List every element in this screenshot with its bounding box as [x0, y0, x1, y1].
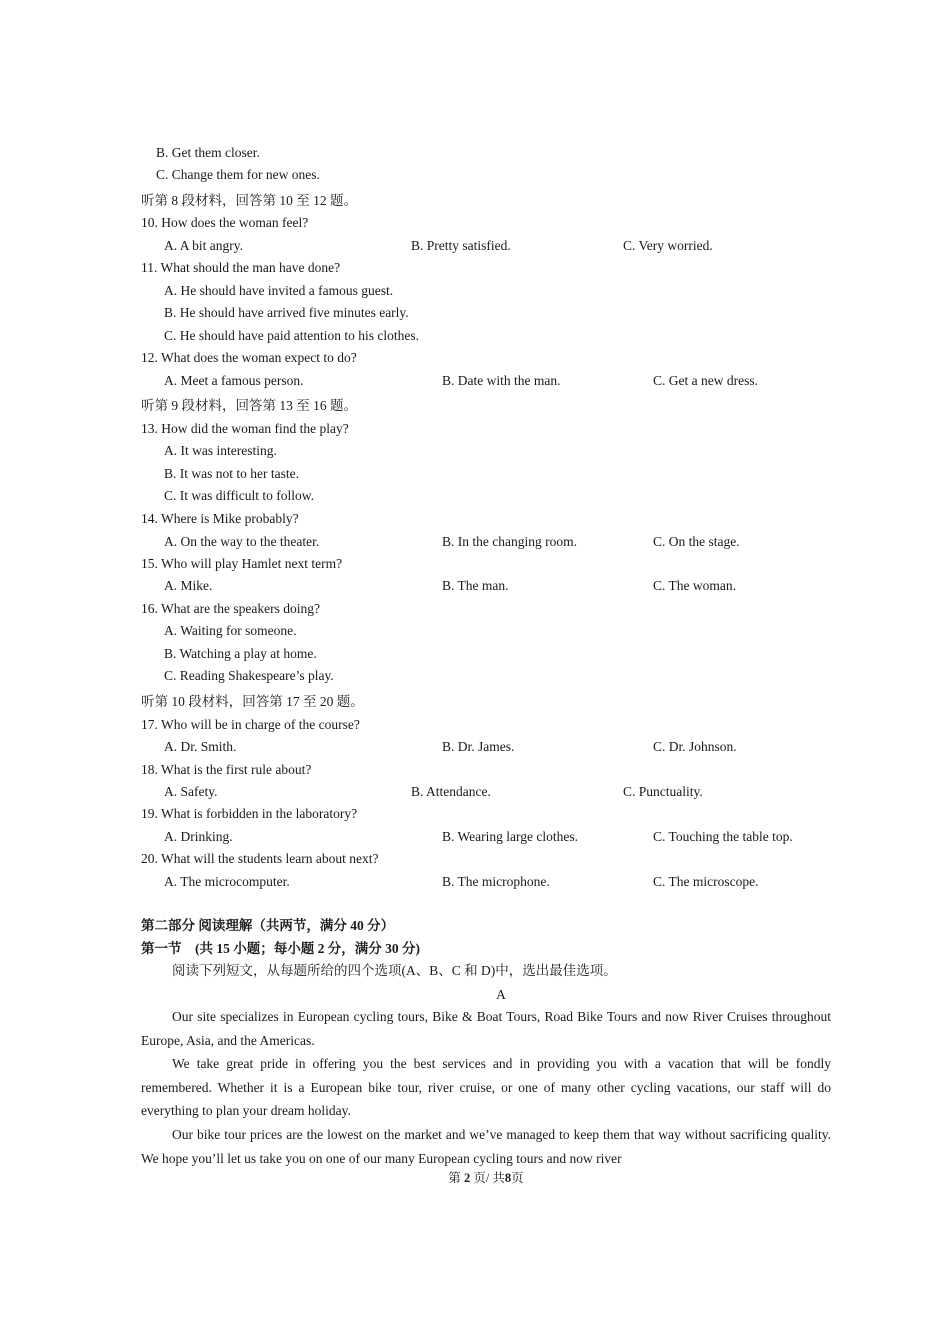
option-b: B. Get them closer.: [156, 145, 260, 160]
option-b: B. Attendance.: [411, 784, 491, 799]
option-b: B. Wearing large clothes.: [442, 829, 579, 844]
option-b: B. The microphone.: [442, 874, 550, 889]
section-heading: 听第 10 段材料，回答第 17 至 20 题。: [141, 694, 364, 709]
option-b: B. The man.: [442, 578, 509, 593]
instruction-text: 阅读下列短文，从每题所给的四个选项(A、B、C 和 D)中，选出最佳选项。: [172, 963, 617, 978]
footer-pre: 第: [448, 1171, 464, 1185]
paragraph-text: Our site specializes in European cycling tours, Bike & Boat Tours, Road Bike Tours and now River Cruises throughout Europe, Asia, and the Americas.: [141, 1009, 831, 1048]
option-a: A. On the way to the theater.: [164, 534, 320, 549]
option-a: A. Safety.: [164, 784, 218, 799]
paragraph-text: Our bike tour prices are the lowest on the market and we’ve managed to keep them that way without sacrificing quality. We hope you’ll let us take you on one of our many European cycling tours and now river: [141, 1127, 831, 1166]
option-a: A. Waiting for someone.: [164, 623, 297, 638]
option-b: B. Watching a play at home.: [164, 646, 317, 661]
question: 10. How does the woman feel?: [141, 215, 309, 230]
option-b: B. It was not to her taste.: [164, 466, 299, 481]
section-heading: 第一节 (共 15 小题；每小题 2 分，满分 30 分): [141, 941, 420, 956]
option-a: A. Dr. Smith.: [164, 739, 237, 754]
footer-mid: 页/ 共: [470, 1171, 505, 1185]
option-b: B. He should have arrived five minutes early.: [164, 305, 409, 320]
option-a: A. Drinking.: [164, 829, 233, 844]
passage-paragraph: [141, 1052, 831, 1123]
option-b: B. Pretty satisfied.: [411, 238, 511, 253]
page-number: 2: [463, 1171, 471, 1185]
option-a: A. It was interesting.: [164, 443, 277, 458]
option-c: C. He should have paid attention to his clothes.: [164, 328, 419, 343]
option-a: A. Mike.: [164, 578, 213, 593]
option-c: C. Punctuality.: [623, 784, 703, 799]
question: 20. What will the students learn about next?: [141, 851, 379, 866]
question: 18. What is the first rule about?: [141, 762, 312, 777]
paragraph-text: We take great pride in offering you the best services and in providing you with a vacation that will be fondly remembered. Whether it is a European bike tour, river cruise, or one of many other cycling vacations, our staff will do everything to plan your dream holiday.: [141, 1056, 831, 1118]
option-b: B. Dr. James.: [442, 739, 515, 754]
option-c: C. Reading Shakespeare’s play.: [164, 668, 334, 683]
option-c: C. Very worried.: [623, 238, 713, 253]
question: 13. How did the woman find the play?: [141, 421, 349, 436]
option-c: C. Dr. Johnson.: [653, 739, 737, 754]
section-heading: 听第 9 段材料，回答第 13 至 16 题。: [141, 398, 357, 413]
footer-post: 页: [511, 1171, 524, 1185]
question: 16. What are the speakers doing?: [141, 601, 320, 616]
option-c: C. It was difficult to follow.: [164, 488, 314, 503]
option-a: A. He should have invited a famous guest.: [164, 283, 394, 298]
option-c: C. The woman.: [653, 578, 736, 593]
passage-paragraph: [141, 1123, 831, 1170]
question: 15. Who will play Hamlet next term?: [141, 556, 343, 571]
part-heading: 第二部分 阅读理解（共两节，满分 40 分）: [141, 918, 395, 933]
question: 17. Who will be in charge of the course?: [141, 717, 360, 732]
option-a: A. Meet a famous person.: [164, 373, 304, 388]
option-c: C. Get a new dress.: [653, 373, 758, 388]
passage-label: A: [496, 987, 506, 1002]
passage-paragraph: [141, 1005, 831, 1052]
question: 19. What is forbidden in the laboratory?: [141, 806, 358, 821]
option-b: B. In the changing room.: [442, 534, 577, 549]
option-b: B. Date with the man.: [442, 373, 561, 388]
option-c: C. The microscope.: [653, 874, 759, 889]
option-a: A. A bit angry.: [164, 238, 243, 253]
page-total: 8: [504, 1171, 512, 1185]
option-c: C. Change them for new ones.: [156, 167, 320, 182]
question: 14. Where is Mike probably?: [141, 511, 299, 526]
question: 12. What does the woman expect to do?: [141, 350, 357, 365]
page-footer: [0, 1168, 950, 1186]
option-c: C. On the stage.: [653, 534, 740, 549]
option-c: C. Touching the table top.: [653, 829, 793, 844]
question: 11. What should the man have done?: [141, 260, 341, 275]
section-heading: 听第 8 段材料，回答第 10 至 12 题。: [141, 193, 357, 208]
option-a: A. The microcomputer.: [164, 874, 290, 889]
